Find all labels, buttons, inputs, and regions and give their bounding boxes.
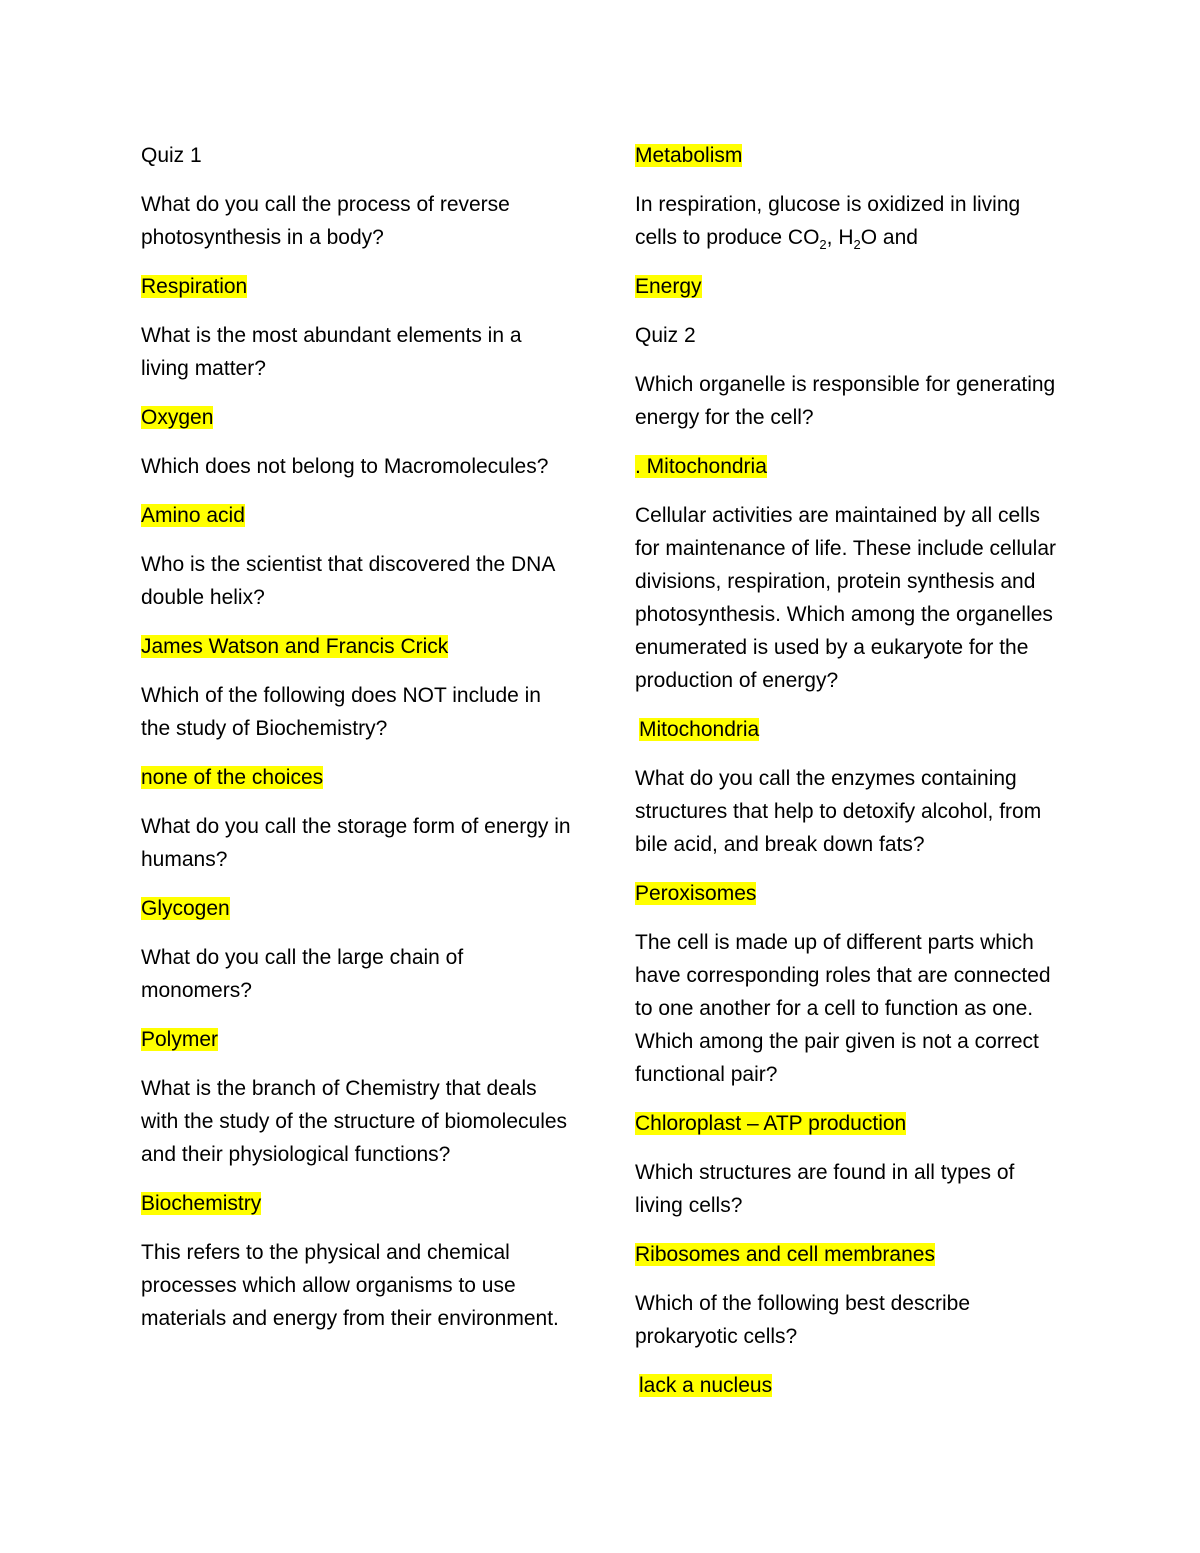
question-text — [635, 188, 1065, 254]
answer-paragraph — [141, 499, 571, 532]
answer-highlight: James Watson and Francis Crick — [141, 635, 449, 658]
question-text: Which of the following best describe prokaryotic cells? — [635, 1292, 971, 1348]
answer-highlight: Respiration — [141, 275, 248, 298]
answer-highlight: Energy — [635, 275, 702, 298]
answer-paragraph — [635, 450, 1065, 483]
question-text-part: In respiration, glucose is oxidized in living cells to produce CO — [635, 193, 1021, 249]
answer-highlight: lack a nucleus — [639, 1374, 773, 1397]
question-text: Which structures are found in all types of living cells? — [635, 1161, 1015, 1217]
answer-highlight: Amino acid — [141, 504, 245, 527]
answer-highlight: Mitochondria — [639, 718, 760, 741]
answer-paragraph — [635, 1107, 1065, 1140]
question-text: Which of the following does NOT include in the study of Biochemistry? — [141, 684, 541, 740]
answer-highlight: Glycogen — [141, 897, 230, 920]
question-text-part: O and — [860, 226, 918, 249]
question-text-part: , H — [826, 226, 854, 249]
answer-highlight: Oxygen — [141, 406, 214, 429]
answer-paragraph — [141, 401, 571, 434]
subscript: 2 — [819, 237, 827, 253]
answer-highlight: . Mitochondria — [635, 455, 767, 478]
question-text: What do you call the large chain of monomers? — [141, 946, 464, 1002]
quiz-1-title: Quiz 1 — [141, 144, 202, 167]
answer-highlight: Polymer — [141, 1028, 219, 1051]
answer-paragraph — [635, 713, 1065, 746]
subscript: 2 — [853, 237, 861, 253]
question-text: Cellular activities are maintained by all cells for maintenance of life. These include cellular divisions, respiration, protein synthesis and photosynthesis. Which among the organelles enumerated is used by a eukaryote for the production of energy? — [635, 504, 1057, 692]
answer-highlight: none of the choices — [141, 766, 324, 789]
left-column — [141, 139, 571, 1351]
question-text: What do you call the enzymes containing structures that help to detoxify alcohol, from bile acid, and break down fats? — [635, 767, 1042, 856]
answer-paragraph — [141, 761, 571, 794]
answer-highlight: Peroxisomes — [635, 882, 757, 905]
right-column — [635, 139, 1065, 1418]
answer-highlight: Metabolism — [635, 144, 743, 167]
answer-highlight: Ribosomes and cell membranes — [635, 1243, 935, 1266]
answer-paragraph — [141, 1023, 571, 1056]
answer-paragraph — [141, 270, 571, 303]
answer-paragraph — [141, 1187, 571, 1220]
answer-paragraph — [635, 1238, 1065, 1271]
answer-paragraph — [635, 877, 1065, 910]
question-text: Which does not belong to Macromolecules? — [141, 455, 549, 478]
answer-paragraph — [141, 630, 571, 663]
answer-paragraph — [635, 139, 1065, 172]
question-text: Which organelle is responsible for generating energy for the cell? — [635, 373, 1056, 429]
question-text: What is the most abundant elements in a living matter? — [141, 324, 522, 380]
answer-paragraph — [635, 270, 1065, 303]
question-text: What is the branch of Chemistry that deals with the study of the structure of biomolecules and their physiological functions? — [141, 1077, 568, 1166]
question-text: Who is the scientist that discovered the DNA double helix? — [141, 553, 555, 609]
quiz-2-title: Quiz 2 — [635, 324, 696, 347]
question-text: What do you call the process of reverse photosynthesis in a body? — [141, 193, 510, 249]
question-text: This refers to the physical and chemical processes which allow organisms to use materials and energy from their environment. — [141, 1241, 559, 1330]
answer-highlight: Biochemistry — [141, 1192, 262, 1215]
answer-paragraph — [141, 892, 571, 925]
answer-paragraph — [635, 1369, 1065, 1402]
question-text: The cell is made up of different parts which have corresponding roles that are connected to one another for a cell to function as one. Which among the pair given is not a correct functional pair? — [635, 931, 1051, 1086]
answer-highlight: Chloroplast – ATP production — [635, 1112, 907, 1135]
question-text: What do you call the storage form of energy in humans? — [141, 815, 571, 871]
